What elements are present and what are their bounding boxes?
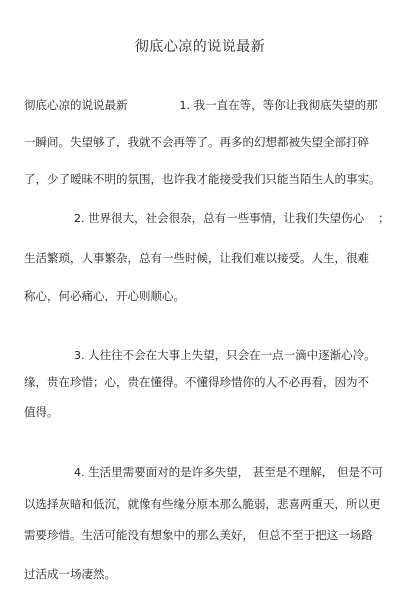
paragraph-2-line-2: 生活繁琐，人事繁杂，总有一些时候，让我们难以接受。人生，很难: [24, 251, 369, 265]
item-3-text-1: 人往往不会在大事上失望，只会在一点一滴中逐渐心冷。: [88, 348, 376, 362]
paragraph-1-line-2: 一瞬间。失望够了，我就不会再等了。再多的幻想都被失望全部打碎: [24, 135, 369, 149]
item-1-text-1: 我一直在等，等你让我彻底失望的那: [193, 98, 378, 112]
paragraph-4-line-4: 过活成一场凄然。: [24, 567, 116, 581]
paragraph-4-line-1: [74, 464, 384, 481]
paragraph-1-line-1: [24, 97, 380, 114]
item-2-text-1: 世界很大，社会很杂，总有一些事情，让我们失望伤心: [88, 211, 365, 225]
item-2-trailing-mark: ；: [378, 211, 390, 225]
paragraph-2-line-3: 称心，何必痛心，开心则顺心。: [24, 289, 185, 303]
inline-heading: 彻底心凉的说说最新: [24, 98, 128, 112]
item-4-text-1: 生活里需要面对的是许多失望， 甚至是不理解， 但是不可: [88, 465, 383, 479]
item-4-number: 4.: [74, 466, 85, 479]
paragraph-3-line-1: [74, 347, 384, 364]
item-3-number: 3.: [74, 349, 85, 362]
page-title: 彻底心凉的说说最新: [134, 39, 266, 55]
item-2-number: 2.: [74, 212, 85, 225]
item-1-number: 1.: [179, 99, 190, 112]
paragraph-4-line-2: 以选择灰暗和低沉，就像有些缘分原本那么脆弱，悲喜两重天，所以更: [24, 497, 381, 511]
paragraph-3-line-2: 缘，贵在珍惜；心，贵在懂得。不懂得珍惜你的人不必再看，因为不: [24, 375, 369, 389]
paragraph-1-line-3: 了，少了暧昧不明的氛围，也许我才能接受我们只能当陌生人的事实。: [24, 172, 381, 186]
paragraph-4-line-3: 需要珍惜。生活可能没有想象中的那么美好， 但总不至于把这一场路: [24, 528, 373, 542]
paragraph-2-line-1: [74, 210, 390, 227]
paragraph-3-line-3: 值得。: [24, 405, 59, 419]
